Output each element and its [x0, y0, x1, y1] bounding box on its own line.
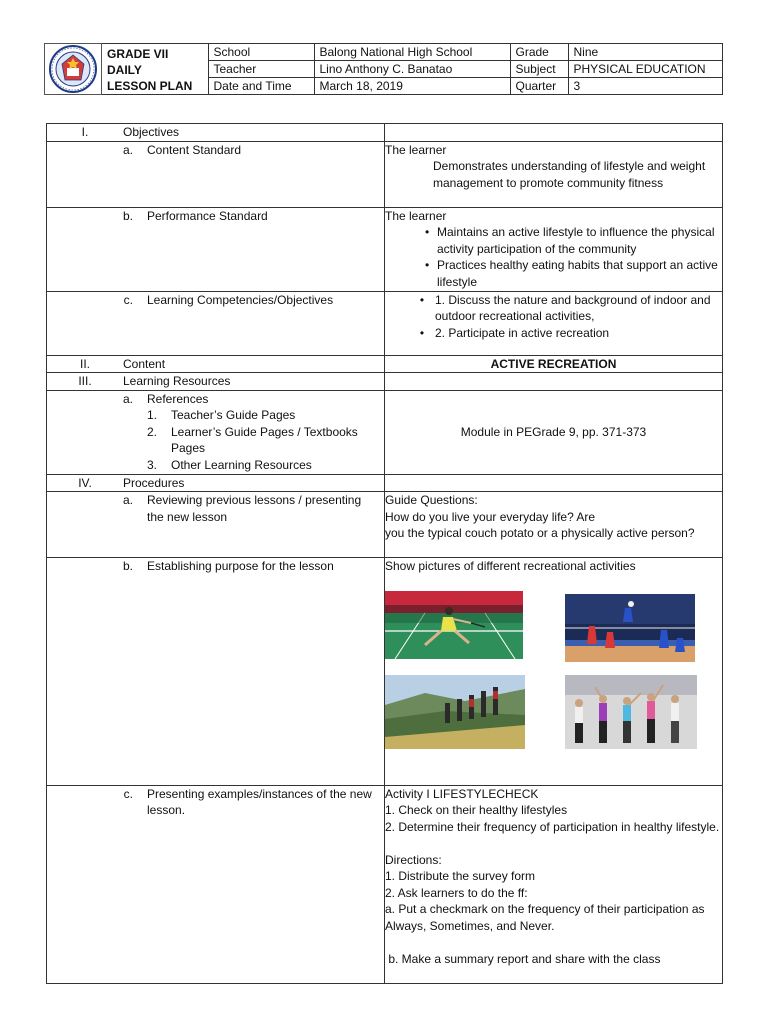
- subject-value: PHYSICAL EDUCATION: [568, 61, 722, 78]
- date-label: Date and Time: [208, 78, 314, 95]
- section-title: Content: [123, 356, 166, 371]
- bullet-icon: •: [419, 325, 425, 340]
- content-standard-lead: The learner: [385, 142, 447, 157]
- quarter-value: 3: [568, 78, 722, 95]
- examples-row: c. Presenting examples/instances of the new lesson. Activity I LIFESTYLECHECK 1. Check on their healthy lifestyles 2. Determine their frequency of participation in healthy lifestyle. Directions: 1. Distribute the survey form 2. Ask learners to do the ff: a. Put a checkmark on the frequency of their participation as Always, Sometimes, and Never. b. Make a summary report and share with the class: [47, 785, 723, 983]
- examples-label: Presenting examples/instances of the new lesson.: [147, 786, 372, 817]
- hiking-photo: [385, 675, 525, 749]
- competencies-row: c. Learning Competencies/Objectives • 1. Discuss the nature and background of indoor and outdoor recreational activities, • 2. Participate in active recreation: [47, 291, 723, 355]
- references-value: Module in PEGrade 9, pp. 371-373: [385, 390, 723, 474]
- badminton-photo: [385, 591, 523, 659]
- references-label: References: [147, 391, 209, 406]
- zumba-photo: [565, 675, 697, 749]
- list-item: • 1. Discuss the nature and background of indoor and outdoor recreational activities,: [385, 292, 722, 325]
- teacher-value: Lino Anthony C. Banatao: [314, 61, 510, 78]
- list-item: • Maintains an active lifestyle to influence the physical activity participation of the community: [425, 225, 715, 256]
- bullet-icon: •: [425, 225, 430, 239]
- subject-label: Subject: [510, 61, 568, 78]
- resources-row: III. Learning Resources: [47, 373, 723, 391]
- bullet-icon: •: [425, 258, 430, 272]
- list-item: 1. Teacher’s Guide Pages: [147, 408, 296, 422]
- review-row: a. Reviewing previous lessons / presenting the new lesson Guide Questions: How do you live your everyday life? Are you the typical couch potato or a physically active person?: [47, 492, 723, 558]
- section-title: Learning Resources: [123, 374, 231, 388]
- lesson-plan-table: [46, 123, 723, 984]
- list-item: • Practices healthy eating habits that support an active lifestyle: [425, 258, 718, 289]
- bullet-icon: •: [419, 292, 425, 307]
- references-row: a. References 1. Teacher’s Guide Pages 2. Learner’s Guide Pages / Textbooks Pages 3. Other Learning Resources Module in PEGrade 9, pp. 371-373: [47, 390, 723, 474]
- purpose-text: Show pictures of different recreational activities: [385, 559, 636, 573]
- header-table: [102, 43, 723, 95]
- performance-standard-lead: The learner: [385, 208, 447, 223]
- performance-standard-label: Performance Standard: [147, 208, 268, 223]
- section-title: Procedures: [123, 475, 185, 490]
- lesson-plan-header: [44, 43, 722, 95]
- volleyball-photo: [565, 594, 695, 662]
- list-item: 2. Learner’s Guide Pages / Textbooks Pages: [147, 424, 358, 455]
- section-numeral: I.: [81, 125, 89, 139]
- lesson-plan-title: GRADE VII DAILY LESSON PLAN: [102, 44, 208, 95]
- deped-seal-icon: [44, 43, 102, 95]
- procedures-row: IV. Procedures: [47, 474, 723, 492]
- grade-value: Nine: [568, 44, 722, 61]
- activity-photos: [385, 575, 722, 785]
- content-row: II. Content ACTIVE RECREATION: [47, 355, 723, 373]
- review-label: Reviewing previous lessons / presenting the new lesson: [147, 493, 362, 524]
- list-item: 3. Other Learning Resources: [147, 457, 312, 472]
- school-label: School: [208, 44, 314, 61]
- performance-standard-row: b. Performance Standard The learner • Maintains an active lifestyle to influence the physical activity participation of the community • Practices healthy eating habits that support an active lifestyle: [47, 207, 723, 291]
- content-standard-row: a. Content Standard The learner Demonstrates understanding of lifestyle and weight management to promote community fitness: [47, 141, 723, 207]
- grade-label: Grade: [510, 44, 568, 61]
- content-standard-label: Content Standard: [147, 142, 242, 157]
- competencies-label: Learning Competencies/Objectives: [147, 292, 334, 307]
- date-value: March 18, 2019: [314, 78, 510, 95]
- content-standard-text: Demonstrates understanding of lifestyle and weight management to promote community fitness: [433, 159, 706, 190]
- content-value: ACTIVE RECREATION: [385, 355, 723, 373]
- quarter-label: Quarter: [510, 78, 568, 95]
- school-value: Balong National High School: [314, 44, 510, 61]
- objectives-row: [47, 124, 723, 142]
- section-title: Objectives: [123, 125, 180, 139]
- purpose-row: b. Establishing purpose for the lesson Show pictures of different recreational activities: [47, 558, 723, 786]
- purpose-label: Establishing purpose for the lesson: [147, 559, 334, 573]
- list-item: • 2. Participate in active recreation: [385, 325, 722, 342]
- teacher-label: Teacher: [208, 61, 314, 78]
